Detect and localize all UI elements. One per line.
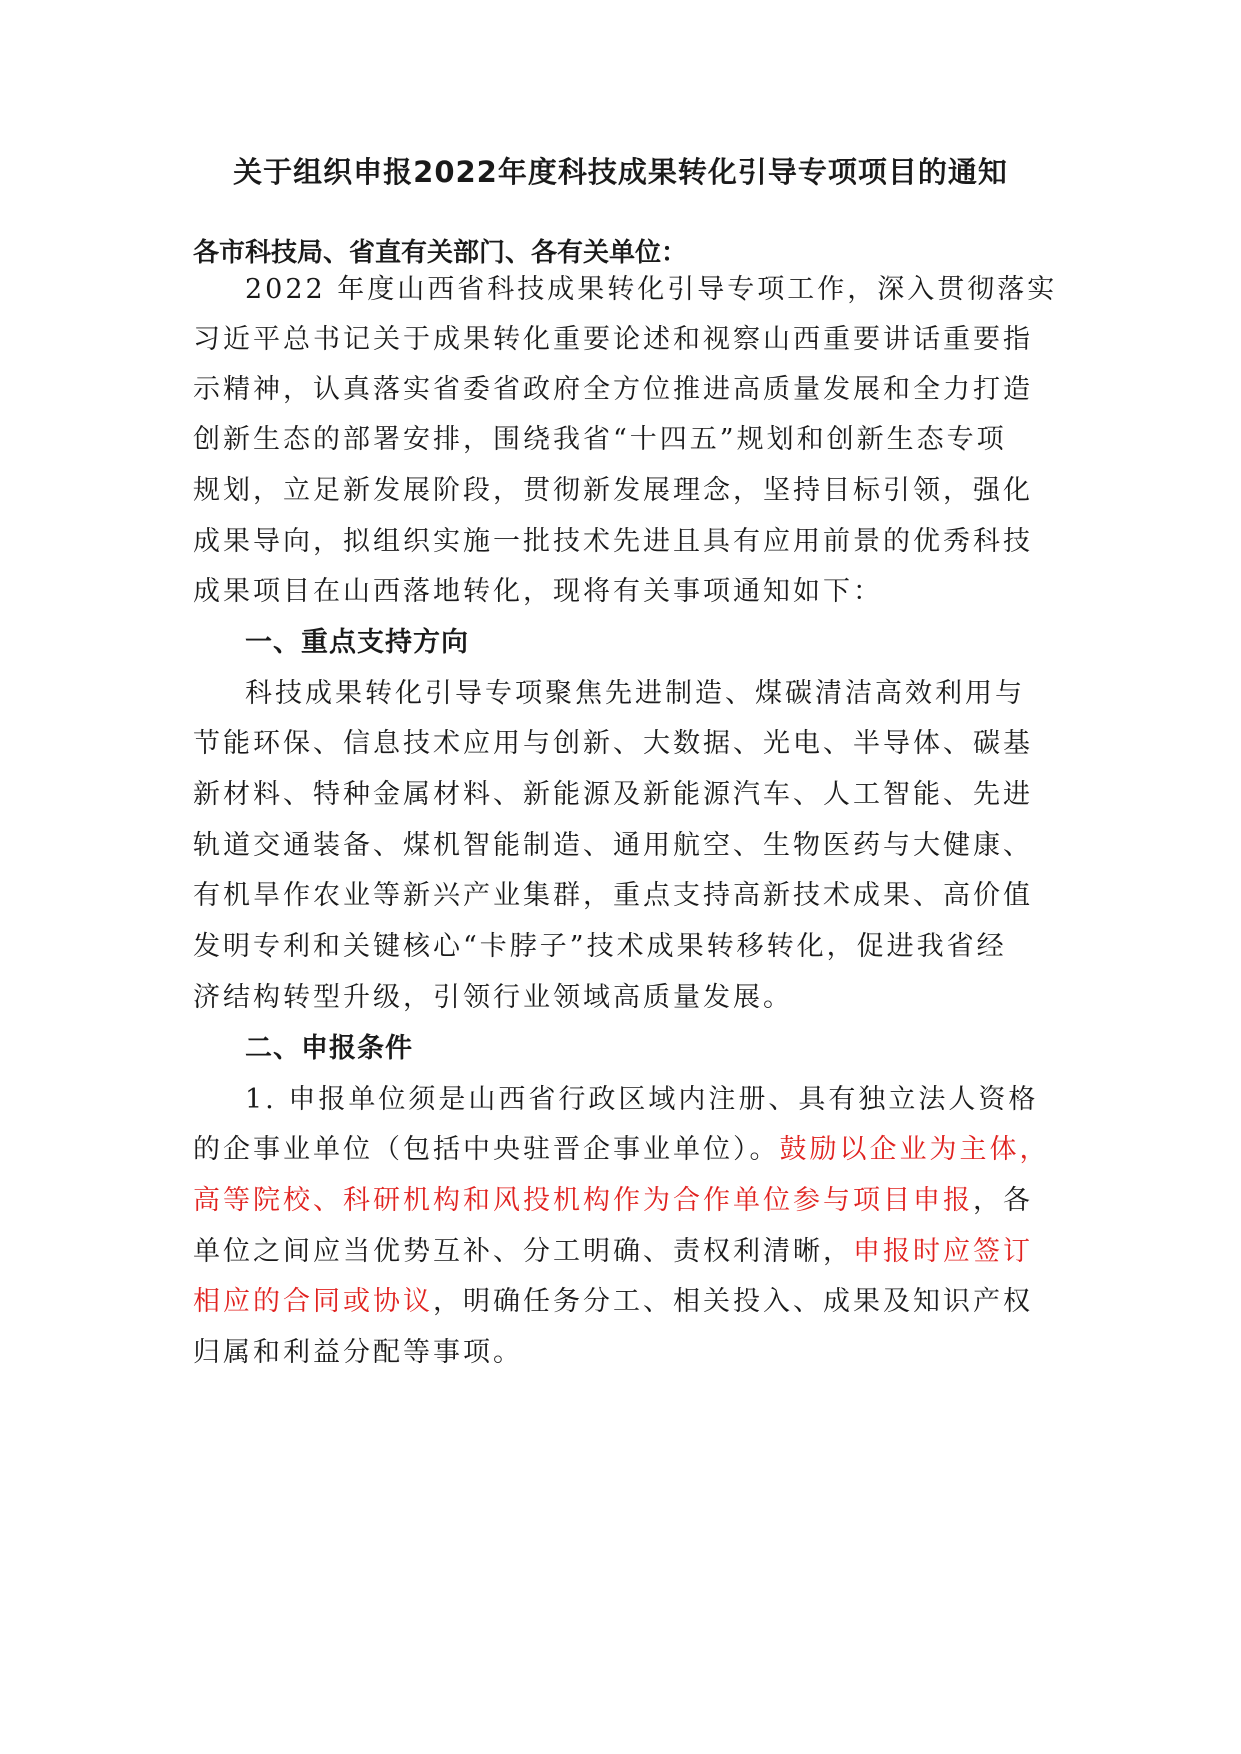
section1-heading: 一、重点支持方向 xyxy=(245,627,469,658)
section2-line-4 xyxy=(193,1232,1033,1272)
intro-line-4: 创新生态的部署安排，围绕我省“十四五”规划和创新生态专项 xyxy=(193,424,1007,455)
intro-line-3: 示精神，认真落实省委省政府全方位推进高质量发展和全力打造 xyxy=(193,374,1033,405)
section2-highlight-1: 鼓励以企业为主体， xyxy=(779,1134,1050,1165)
salutation: 各市科技局、省直有关部门、各有关单位： xyxy=(193,238,688,268)
section1-line-4: 轨道交通装备、煤机智能制造、通用航空、生物医药与大健康、 xyxy=(193,830,1033,861)
section1-line-3: 新材料、特种金属材料、新能源及新能源汽车、人工智能、先进 xyxy=(193,779,1033,810)
section2-line-2 xyxy=(193,1130,1050,1170)
section2-line-4-text: 单位之间应当优势互补、分工明确、责权利清晰， xyxy=(193,1236,853,1267)
section2-highlight-3: 申报时应签订 xyxy=(853,1236,1033,1267)
section1-line-7: 济结构转型升级，引领行业领域高质量发展。 xyxy=(193,982,793,1013)
section2-highlight-4: 相应的合同或协议 xyxy=(193,1286,433,1317)
section1-line-6: 发明专利和关键核心“卡脖子”技术成果转移转化，促进我省经 xyxy=(193,931,1007,962)
section1-line-1: 科技成果转化引导专项聚焦先进制造、煤碳清洁高效利用与 xyxy=(245,678,1025,709)
section2-line-1: 1. 申报单位须是山西省行政区域内注册、具有独立法人资格 xyxy=(245,1084,1039,1115)
section1-line-2: 节能环保、信息技术应用与创新、大数据、光电、半导体、碳基 xyxy=(193,728,1033,759)
section2-line-3-text: ，各 xyxy=(973,1185,1033,1216)
intro-line-5: 规划，立足新发展阶段，贯彻新发展理念，坚持目标引领，强化 xyxy=(193,475,1033,506)
section2-line-5-text: ，明确任务分工、相关投入、成果及知识产权 xyxy=(433,1286,1033,1317)
intro-line-2: 习近平总书记关于成果转化重要论述和视察山西重要讲话重要指 xyxy=(193,324,1033,355)
section1-line-5: 有机旱作农业等新兴产业集群，重点支持高新技术成果、高价值 xyxy=(193,880,1033,911)
intro-line-1: 2022 年度山西省科技成果转化引导专项工作，深入贯彻落实 xyxy=(245,274,1058,305)
section2-highlight-2: 高等院校、科研机构和风投机构作为合作单位参与项目申报 xyxy=(193,1185,973,1216)
section2-line-5 xyxy=(193,1282,1033,1322)
section2-line-6: 归属和利益分配等事项。 xyxy=(193,1337,523,1368)
intro-line-6: 成果导向，拟组织实施一批技术先进且具有应用前景的优秀科技 xyxy=(193,526,1033,557)
notice-title: 关于组织申报2022年度科技成果转化引导专项项目的通知 xyxy=(233,155,1008,189)
section2-heading: 二、申报条件 xyxy=(245,1033,413,1064)
section2-line-2-text: 的企事业单位（包括中央驻晋企事业单位）。 xyxy=(193,1134,780,1165)
intro-line-7: 成果项目在山西落地转化，现将有关事项通知如下： xyxy=(193,576,883,607)
section2-line-3 xyxy=(193,1181,1033,1221)
